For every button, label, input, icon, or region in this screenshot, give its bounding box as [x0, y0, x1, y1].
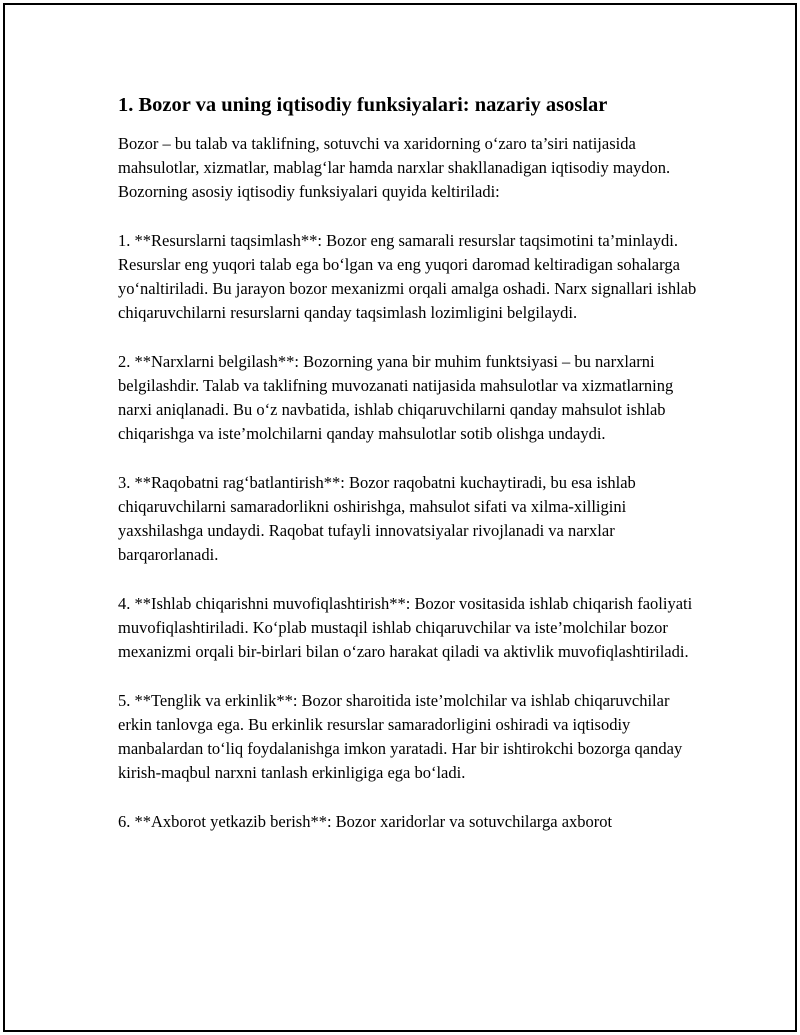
paragraph-coordination: 4. **Ishlab chiqarishni muvofiqlashtirish**: Bozor vositasida ishlab chiqarish faoliyati muvofiqlashtiriladi. Ko‘plab mustaqil ishlab chiqaruvchilar va iste’molchilar bozor mexanizmi orqali bir-birlari bilan o‘zaro harakat qiladi va aktivlik muvofiqlashtiriladi.	[118, 593, 693, 662]
paragraph-equality-freedom: 5. **Tenglik va erkinlik**: Bozor sharoitida iste’molchilar va ishlab chiqaruvchilar erkin tanlovga ega. Bu erkinlik resurslar samaradorligini oshiradi va iqtisodiy manbalardan to‘liq foydalanishga imkon yaratadi. Har bir ishtirokchi bozorga qanday kirish-maqbul narxni tanlash erkinligiga ega bo‘ladi.	[118, 690, 683, 783]
paragraph-resource-allocation: 1. **Resurslarni taqsimlash**: Bozor eng samarali resurslar taqsimotini ta’minlaydi. Resurslar eng yuqori talab ega bo‘lgan va eng yuqori daromad keltiradigan sohalarga yo‘naltiriladi. Bu jarayon bozor mexanizmi orqali amalga oshadi. Narx signallari ishlab chiqaruvchilarni resurslarni qanday taqsimlash lozimligini belgilaydi.	[118, 230, 697, 323]
document-body	[118, 90, 698, 858]
paragraph-competition: 3. **Raqobatni rag‘batlantirish**: Bozor raqobatni kuchaytiradi, bu esa ishlab chiqaruvchilarni samaradorlikni oshirishga, mahsulot sifati va xilma-xilligini yaxshilashga undaydi. Raqobat tufayli innovatsiyalar rivojlanadi va narxlar barqarorlanadi.	[118, 472, 636, 565]
paragraph-price-setting: 2. **Narxlarni belgilash**: Bozorning yana bir muhim funktsiyasi – bu narxlarni belgilashdir. Talab va taklifning muvozanati natijasida mahsulotlar va xizmatlarning narxi aniqlanadi. Bu o‘z navbatida, ishlab chiqaruvchilarni qanday mahsulot ishlab chiqarishga va iste’molchilarni qanday mahsulotlar sotib olishga undaydi.	[118, 351, 674, 444]
section-heading: 1. Bozor va uning iqtisodiy funksiyalari: nazariy asoslar	[118, 94, 608, 116]
intro-paragraph: Bozor – bu talab va taklifning, sotuvchi va xaridorning o‘zaro ta’siri natijasida mahsulotlar, xizmatlar, mablag‘lar hamda narxlar shakllanadigan iqtisodiy maydon. Bozorning asosiy iqtisodiy funksiyalari quyida keltiriladi:	[118, 134, 671, 202]
paragraph-information: 6. **Axborot yetkazib berish**: Bozor xaridorlar va sotuvchilarga axborot	[118, 811, 613, 831]
